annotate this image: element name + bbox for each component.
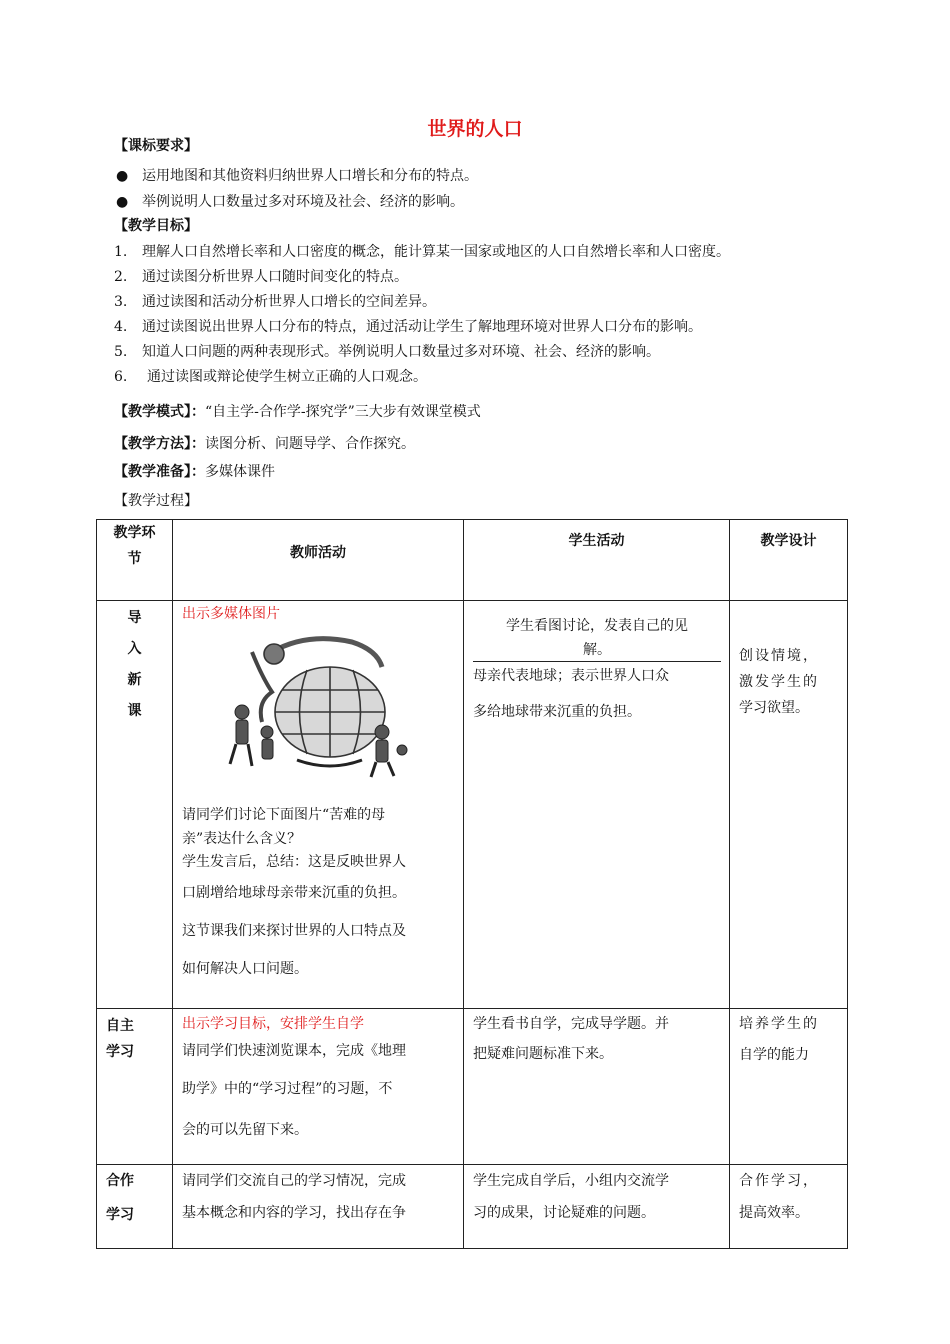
design-cell: 创设情境， 激发学生的 学习欲望。	[730, 601, 848, 1009]
design-cell: 培养学生的 自学的能力	[730, 1009, 848, 1165]
page-title: 世界的人口	[427, 118, 523, 140]
teacher-red-note: 出示学习目标，安排学生自学	[182, 1016, 364, 1032]
objective-item: 5. 知道人口问题的两种表现形式。举例说明人口数量过多对环境、社会、经济的影响。	[114, 344, 660, 360]
header-stage: 教学环 节	[97, 520, 173, 601]
bullet-icon: ●	[116, 194, 129, 210]
curriculum-item: ● 运用地图和其他资料归纳世界人口增长和分布的特点。	[116, 168, 478, 184]
curriculum-item: ● 举例说明人口数量过多对环境及社会、经济的影响。	[116, 194, 464, 210]
table-row	[97, 1165, 848, 1249]
stage-cell: 自主 学习	[97, 1009, 173, 1165]
header-design: 教学设计	[730, 520, 848, 601]
student-cell: 学生看图讨论，发表自己的见 解。 母亲代表地球；表示世界人口众 多给地球带来沉重的负担。	[464, 601, 730, 1009]
student-cell: 学生完成自学后，小组内交流学 习的成果，讨论疑难的问题。	[464, 1165, 730, 1249]
objectives-heading: 【教学目标】	[114, 218, 198, 234]
teacher-red-note: 出示多媒体图片	[182, 606, 280, 622]
teaching-prep: 【教学准备】：多媒体课件	[114, 464, 275, 480]
teaching-method: 【教学方法】：读图分析、问题导学、合作探究。	[114, 436, 415, 452]
header-student: 学生活动	[464, 520, 730, 601]
table-row	[97, 601, 848, 1009]
objective-item: 1. 理解人口自然增长率和人口密度的概念，能计算某一国家或地区的人口自然增长率和人口密度。	[114, 244, 730, 260]
header-teacher: 教师活动	[173, 520, 464, 601]
student-cell: 学生看书自学，完成导学题。并 把疑难问题标准下来。	[464, 1009, 730, 1165]
teaching-mode: 【教学模式】：“自主学-合作学-探究学”三大步有效课堂模式	[114, 404, 481, 420]
objective-item: 2. 通过读图分析世界人口随时间变化的特点。	[114, 269, 408, 285]
objective-item: 4. 通过读图说出世界人口分布的特点，通过活动让学生了解地理环境对世界人口分布的影响。	[114, 319, 702, 335]
objective-item: 6. 通过读图或辩论使学生树立正确的人口观念。	[114, 369, 427, 385]
table-header-row	[97, 520, 848, 601]
teacher-cell: 出示多媒体图片 请同学们讨论下面图片“苦难的母 亲”表达什么含义？ 学生发言后，总结：这是反映世界人 口剧增给地球母亲带来沉重的负担。 这节课我们来探讨世界的人口特点及 如何解决人口问题。	[173, 601, 464, 1009]
stage-cell: 合作 学习	[97, 1165, 173, 1249]
process-heading: 【教学过程】	[114, 493, 198, 509]
teaching-process-table	[96, 519, 848, 1249]
bullet-icon: ●	[116, 168, 129, 184]
table-row	[97, 1009, 848, 1165]
objective-item: 3. 通过读图和活动分析世界人口增长的空间差异。	[114, 294, 436, 310]
teacher-cell: 出示学习目标，安排学生自学 请同学们快速浏览课本，完成《地理 助学》中的“学习过程”的习题，不 会的可以先留下来。	[173, 1009, 464, 1165]
curriculum-heading: 【课标要求】	[114, 138, 198, 154]
stage-cell: 导 入 新 课	[97, 601, 173, 1009]
suffering-mother-image	[182, 624, 455, 802]
design-cell: 合作学习， 提高效率。	[730, 1165, 848, 1249]
teacher-cell: 请同学们交流自己的学习情况，完成 基本概念和内容的学习，找出存在争	[173, 1165, 464, 1249]
